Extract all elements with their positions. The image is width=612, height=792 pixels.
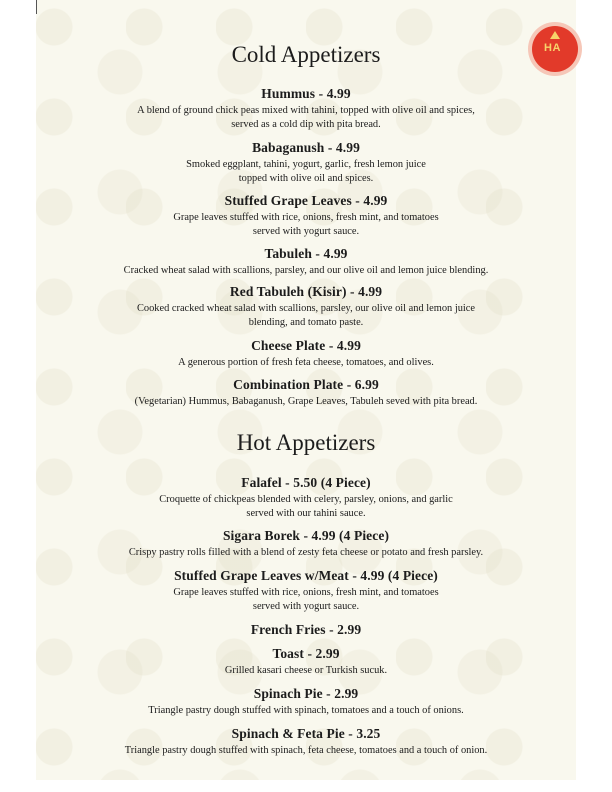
item-description — [60, 395, 552, 409]
item-description — [60, 158, 552, 186]
item-name: Tabuleh - 4.99 — [264, 246, 348, 261]
item-description — [60, 493, 552, 521]
cold-appetizers-title: Cold Appetizers — [231, 42, 381, 67]
desc-line: Triangle pastry dough stuffed with spinach, feta cheese, tomatoes and a touch of onion. — [124, 745, 488, 756]
item-name: Stuffed Grape Leaves - 4.99 — [224, 193, 388, 208]
desc-line: Croquette of chickpeas blended with celery, parsley, onions, and garlic — [159, 494, 453, 505]
desc-line: Triangle pastry dough stuffed with spinach, tomatoes and a touch of onions. — [148, 705, 464, 716]
desc-line: Grape leaves stuffed with rice, onions, fresh mint, and tomatoes — [173, 212, 439, 223]
menu-item-spinach-feta-pie — [60, 725, 552, 758]
menu-item-babaganush — [60, 139, 552, 186]
desc-line: served with yogurt sauce. — [252, 226, 360, 237]
menu-item-hummus — [60, 85, 552, 132]
logo-text: HA — [544, 42, 561, 54]
desc-line: Grilled kasari cheese or Turkish sucuk. — [224, 665, 388, 676]
hot-appetizers-title: Hot Appetizers — [236, 430, 376, 455]
item-description — [60, 664, 552, 678]
item-name: Hummus - 4.99 — [261, 86, 351, 101]
item-name: Falafel - 5.50 (4 Piece) — [241, 475, 371, 490]
menu-item-toast — [60, 645, 552, 678]
item-name: Cheese Plate - 4.99 — [251, 338, 361, 353]
desc-line: topped with olive oil and spices. — [238, 173, 374, 184]
menu-item-combination-plate — [60, 376, 552, 409]
item-name: Spinach & Feta Pie - 3.25 — [231, 726, 381, 741]
menu-item-stuffed-grape-leaves — [60, 192, 552, 239]
item-name: Spinach Pie - 2.99 — [253, 686, 359, 701]
desc-line: served as a cold dip with pita bread. — [231, 119, 381, 130]
item-description — [60, 302, 552, 330]
desc-line: served with our tahini sauce. — [246, 508, 366, 519]
item-description — [60, 264, 552, 278]
desc-line: Smoked eggplant, tahini, yogurt, garlic, fresh lemon juice — [186, 159, 426, 170]
item-name: Stuffed Grape Leaves w/Meat - 4.99 (4 Piece) — [174, 568, 438, 583]
item-description — [60, 744, 552, 758]
item-description — [60, 546, 552, 560]
desc-line: served with yogurt sauce. — [252, 601, 360, 612]
item-name: Babaganush - 4.99 — [252, 140, 360, 155]
desc-line: Cooked cracked wheat salad with scallions, parsley, our olive oil and lemon juice — [136, 303, 476, 314]
item-name: French Fries - 2.99 — [250, 622, 362, 637]
item-description — [60, 586, 552, 614]
desc-line: Crispy pastry rolls filled with a blend of zesty feta cheese or potato and fresh parsley. — [128, 547, 484, 558]
item-description — [60, 211, 552, 239]
desc-line: blending, and tomato paste. — [248, 317, 364, 328]
item-description — [60, 356, 552, 370]
item-name: Toast - 2.99 — [272, 646, 340, 661]
item-name: Sigara Borek - 4.99 (4 Piece) — [222, 528, 390, 543]
item-name: Red Tabuleh (Kisir) - 4.99 — [229, 284, 383, 299]
menu-item-french-fries — [60, 621, 552, 638]
menu-item-spinach-pie — [60, 685, 552, 718]
crown-icon — [550, 31, 560, 39]
desc-line: (Vegetarian) Hummus, Babaganush, Grape Leaves, Tabuleh seved with pita bread. — [134, 396, 478, 407]
desc-line: A generous portion of fresh feta cheese, tomatoes, and olives. — [178, 357, 434, 368]
page-edge-line — [36, 0, 37, 14]
menu-item-red-tabuleh — [60, 283, 552, 330]
menu-item-cheese-plate — [60, 337, 552, 370]
desc-line: A blend of ground chick peas mixed with tahini, topped with olive oil and spices, — [137, 105, 475, 116]
desc-line: Grape leaves stuffed with rice, onions, fresh mint, and tomatoes — [173, 587, 439, 598]
menu-item-falafel — [60, 474, 552, 521]
item-name: Combination Plate - 6.99 — [233, 377, 379, 392]
menu-item-sigara-borek — [60, 527, 552, 560]
desc-line: Cracked wheat salad with scallions, parsley, and our olive oil and lemon juice blending. — [123, 265, 489, 276]
menu-item-stuffed-grape-leaves-meat — [60, 567, 552, 614]
item-description — [60, 104, 552, 132]
menu-item-tabuleh — [60, 245, 552, 278]
item-description — [60, 704, 552, 718]
